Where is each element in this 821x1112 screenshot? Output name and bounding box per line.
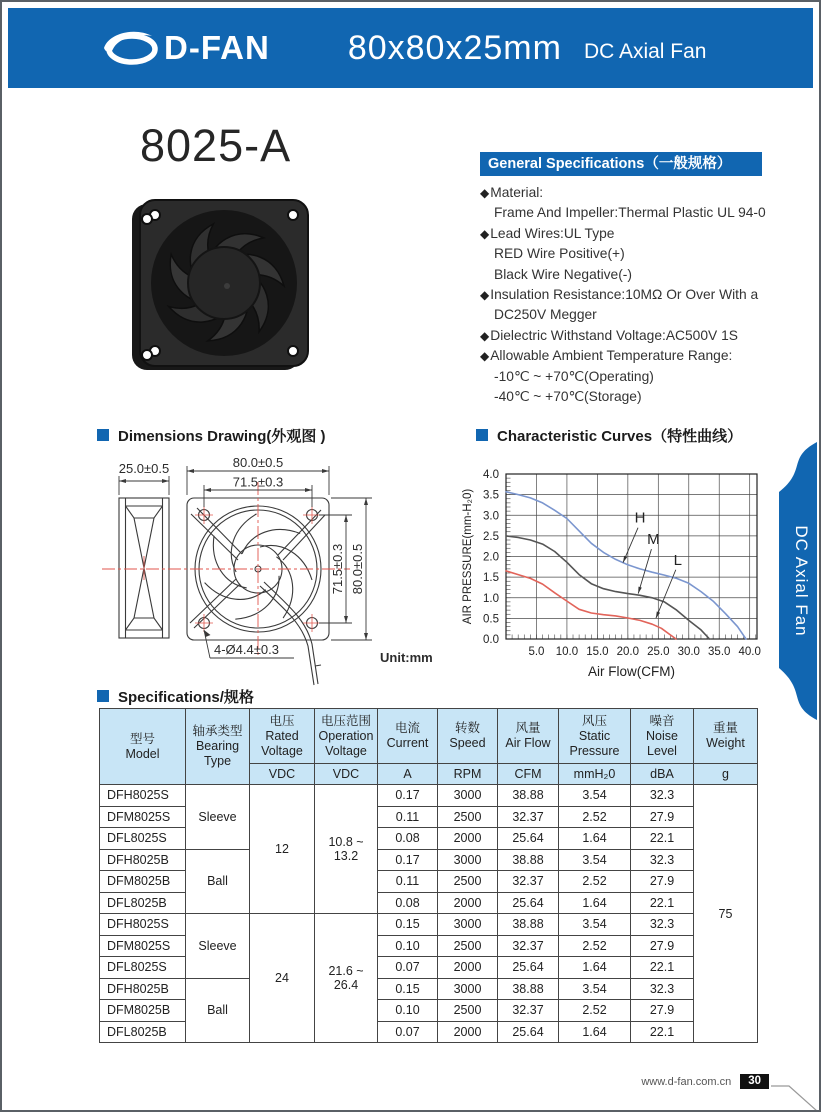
table-cell: Ball	[186, 978, 250, 1043]
spec-line: ◆Allowable Ambient Temperature Range:	[480, 348, 733, 364]
svg-text:10.0: 10.0	[555, 646, 579, 658]
table-cell: DFH8025B	[100, 849, 186, 871]
corner-decoration	[771, 1078, 819, 1112]
column-header: 电压 Rated Voltage	[250, 709, 315, 764]
banner-size-title: 80x80x25mm	[347, 28, 562, 67]
diamond-bullet-icon: ◆	[480, 186, 490, 200]
table-cell: 3000	[438, 914, 498, 936]
dc-axial-fan-tab[interactable]	[763, 442, 817, 720]
svg-text:35.0: 35.0	[708, 646, 731, 658]
unit-label: Unit:mm	[380, 650, 433, 665]
y-axis-label: AIR PRESSURE(mm-H₂0)	[462, 488, 474, 625]
svg-text:0.0: 0.0	[483, 634, 499, 646]
table-cell: 3.54	[559, 785, 631, 807]
svg-text:3.5: 3.5	[483, 489, 499, 502]
table-cell: 25.64	[498, 892, 559, 914]
column-unit: A	[378, 764, 438, 785]
dim-holes: 4-Ø4.4±0.3	[214, 642, 279, 657]
spec-line: -40℃ ~ +70℃(Storage)	[494, 389, 642, 405]
table-cell: 22.1	[631, 957, 694, 979]
diamond-bullet-icon: ◆	[480, 349, 490, 364]
table-cell: DFL8025S	[100, 828, 186, 850]
diamond-bullet-icon: ◆	[480, 288, 490, 303]
table-cell: 1.64	[559, 957, 631, 979]
general-specs-list	[480, 183, 780, 407]
dim-width-outer: 80.0±0.5	[232, 455, 284, 470]
dimensions-drawing	[94, 448, 462, 700]
page-footer	[641, 1074, 769, 1089]
dim-width-holes: 71.5±0.3	[232, 474, 284, 490]
svg-text:40.0: 40.0	[738, 646, 761, 658]
table-cell: 32.3	[631, 849, 694, 871]
curves-section-title: Characteristic Curves（特性曲线）	[476, 425, 742, 446]
section-bullet	[97, 429, 109, 441]
top-banner	[8, 8, 813, 88]
dim-height-outer: 80.0±0.5	[350, 543, 365, 595]
table-cell: 3.54	[559, 978, 631, 1000]
diamond-bullet-icon: ◆	[480, 328, 490, 343]
column-unit: VDC	[250, 764, 315, 785]
fan-blades	[151, 210, 297, 356]
table-cell: 32.37	[498, 935, 559, 957]
table-cell: 0.11	[378, 871, 438, 893]
table-cell: 38.88	[498, 914, 559, 936]
spec-line: Frame And Impeller:Thermal Plastic UL 94-0	[494, 205, 766, 221]
table-cell: 0.10	[378, 935, 438, 957]
column-header: 噪音 Noise Level	[631, 709, 694, 764]
svg-text:1.5: 1.5	[483, 572, 499, 585]
column-header: 重量 Weight	[694, 709, 758, 764]
tab-label: DC Axial Fan	[792, 525, 811, 637]
table-cell: 2000	[438, 957, 498, 979]
page-number: 30	[740, 1074, 769, 1089]
table-cell: 0.17	[378, 785, 438, 807]
spec-line: ◆Dielectric Withstand Voltage:AC500V 1S	[480, 327, 738, 343]
table-cell: 2000	[438, 892, 498, 914]
table-cell: DFM8025S	[100, 935, 186, 957]
spec-line: ◆Insulation Resistance:10MΩ Or Over With a	[480, 287, 759, 303]
table-cell: DFH8025S	[100, 785, 186, 807]
curve-label-H: H	[634, 509, 646, 527]
column-header: 转数 Speed	[438, 709, 498, 764]
table-cell: 0.10	[378, 1000, 438, 1022]
table-cell: 3000	[438, 978, 498, 1000]
spec-line: ◆Material:	[480, 185, 544, 200]
table-cell: 1.64	[559, 892, 631, 914]
column-unit: mmH₂0	[559, 764, 631, 785]
svg-text:1.0: 1.0	[483, 592, 499, 605]
table-cell: DFL8025B	[100, 1021, 186, 1043]
table-cell: 22.1	[631, 1021, 694, 1043]
column-header: 电流 Current	[378, 709, 438, 764]
svg-text:0.5: 0.5	[483, 613, 499, 626]
curve-label-L: L	[673, 551, 682, 569]
table-cell: DFH8025S	[100, 914, 186, 936]
table-cell: 1.64	[559, 828, 631, 850]
dfan-logo-icon	[100, 24, 162, 72]
table-cell: DFM8025S	[100, 806, 186, 828]
table-cell: 2.52	[559, 1000, 631, 1022]
section-bullet	[97, 690, 109, 702]
table-cell: 3000	[438, 849, 498, 871]
website-link[interactable]: www.d-fan.com.cn	[641, 1075, 732, 1088]
table-cell: 32.37	[498, 1000, 559, 1022]
table-cell: 75	[694, 785, 758, 1043]
table-cell: 2500	[438, 806, 498, 828]
column-unit: RPM	[438, 764, 498, 785]
table-row	[100, 785, 758, 807]
table-cell: 25.64	[498, 957, 559, 979]
svg-text:5.0: 5.0	[528, 646, 545, 658]
table-cell: 12	[250, 785, 315, 914]
table-body	[100, 785, 758, 1043]
table-cell: 0.15	[378, 978, 438, 1000]
table-cell: 2.52	[559, 806, 631, 828]
specifications-table	[99, 708, 758, 1043]
svg-text:15.0: 15.0	[586, 646, 609, 658]
column-header: 轴承类型 Bearing Type	[186, 709, 250, 785]
table-cell: Sleeve	[186, 914, 250, 979]
table-cell: 1.64	[559, 1021, 631, 1043]
svg-text:4.0: 4.0	[483, 469, 499, 481]
curve-label-M: M	[647, 531, 660, 549]
table-cell: 10.8 ~ 13.2	[315, 785, 378, 914]
table-cell: 25.64	[498, 1021, 559, 1043]
column-unit: dBA	[631, 764, 694, 785]
spec-line: ◆Lead Wires:UL Type	[480, 225, 615, 241]
table-cell: 38.88	[498, 849, 559, 871]
table-cell: 3000	[438, 785, 498, 807]
table-cell: Sleeve	[186, 785, 250, 850]
general-specs-header: General Specifications（一般规格）	[480, 152, 762, 176]
table-cell: Ball	[186, 849, 250, 914]
table-cell: 2.52	[559, 871, 631, 893]
column-header: 电压范围 Operation Voltage	[315, 709, 378, 764]
centerlines	[102, 482, 350, 658]
model-title: 8025-A	[140, 120, 292, 171]
table-cell: 0.17	[378, 849, 438, 871]
fan-product-photo	[110, 190, 325, 380]
spec-table-section-title: Specifications/规格	[97, 686, 254, 707]
table-cell: 2500	[438, 935, 498, 957]
table-cell: 2500	[438, 871, 498, 893]
table-row	[100, 978, 758, 1000]
column-header: 风量 Air Flow	[498, 709, 559, 764]
spec-line: -10℃ ~ +70℃(Operating)	[494, 368, 654, 384]
table-cell: 22.1	[631, 828, 694, 850]
table-cell: 32.3	[631, 785, 694, 807]
table-cell: 3.54	[559, 849, 631, 871]
spec-line: RED Wire Positive(+)	[494, 246, 625, 262]
svg-text:2.5: 2.5	[483, 530, 499, 543]
curve-L	[506, 571, 676, 639]
table-row	[100, 914, 758, 936]
table-cell: 32.37	[498, 806, 559, 828]
svg-text:25.0: 25.0	[647, 646, 670, 658]
brand-name: D-FAN	[164, 29, 270, 66]
table-cell: 24	[250, 914, 315, 1043]
dim-depth: 25.0±0.5	[118, 461, 170, 476]
table-cell: DFL8025S	[100, 957, 186, 979]
table-header	[100, 709, 758, 785]
table-cell: 21.6 ~ 26.4	[315, 914, 378, 1043]
spec-line: Black Wire Negative(-)	[494, 266, 632, 282]
column-unit: g	[694, 764, 758, 785]
table-cell: 27.9	[631, 871, 694, 893]
table-cell: 0.11	[378, 806, 438, 828]
dimensions-section-title: Dimensions Drawing(外观图 )	[97, 425, 326, 446]
table-cell: 3.54	[559, 914, 631, 936]
table-cell: DFH8025B	[100, 978, 186, 1000]
table-cell: 22.1	[631, 892, 694, 914]
table-cell: 32.37	[498, 871, 559, 893]
table-cell: 0.08	[378, 828, 438, 850]
table-cell: 0.15	[378, 914, 438, 936]
table-cell: 2500	[438, 1000, 498, 1022]
column-header: 型号 Model	[100, 709, 186, 785]
table-cell: 32.3	[631, 978, 694, 1000]
svg-text:20.0: 20.0	[616, 646, 640, 658]
banner-subtitle: DC Axial Fan	[583, 40, 707, 63]
table-cell: 38.88	[498, 978, 559, 1000]
table-cell: DFM8025B	[100, 871, 186, 893]
svg-text:30.0: 30.0	[677, 646, 700, 658]
table-cell: 2.52	[559, 935, 631, 957]
column-unit: CFM	[498, 764, 559, 785]
table-cell: 2000	[438, 1021, 498, 1043]
table-cell: 0.07	[378, 1021, 438, 1043]
table-cell: 0.08	[378, 892, 438, 914]
table-row	[100, 849, 758, 871]
section-bullet	[476, 429, 488, 441]
table-cell: DFM8025B	[100, 1000, 186, 1022]
svg-text:2.0: 2.0	[483, 551, 499, 564]
column-header: 风压 Static Pressure	[559, 709, 631, 764]
table-cell: 0.07	[378, 957, 438, 979]
spec-line: DC250V Megger	[494, 307, 597, 323]
diamond-bullet-icon: ◆	[480, 226, 490, 241]
table-cell: 38.88	[498, 785, 559, 807]
dim-height-holes: 71.5±0.3	[330, 543, 345, 595]
table-cell: 27.9	[631, 806, 694, 828]
table-cell: 32.3	[631, 914, 694, 936]
characteristic-curves-chart	[460, 460, 770, 694]
x-axis-label: Air Flow(CFM)	[588, 664, 675, 679]
table-cell: 2000	[438, 828, 498, 850]
table-cell: DFL8025B	[100, 892, 186, 914]
table-cell: 27.9	[631, 1000, 694, 1022]
table-cell: 25.64	[498, 828, 559, 850]
table-cell: 27.9	[631, 935, 694, 957]
column-unit: VDC	[315, 764, 378, 785]
svg-text:3.0: 3.0	[483, 510, 499, 523]
